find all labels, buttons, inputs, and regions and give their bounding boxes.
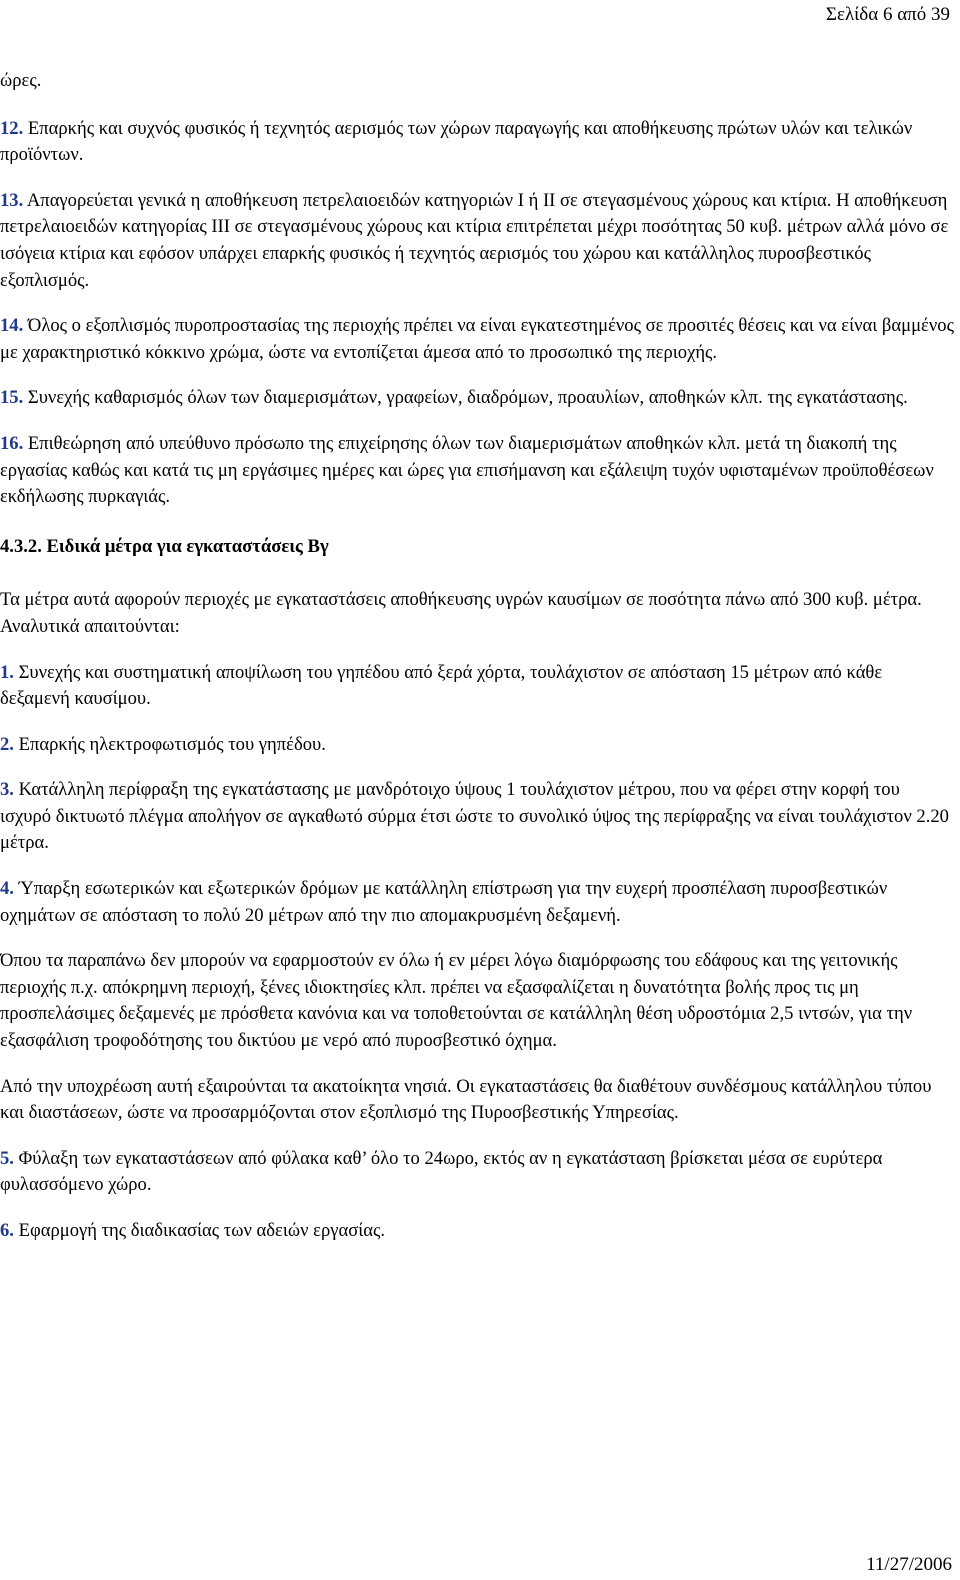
item-text: Επιθεώρηση από υπεύθυνο πρόσωπο της επιχείρησης όλων των διαμερισμάτων αποθηκών κλπ. μετά τη διακοπή της εργασίας καθώς και κατά τις μη εργάσιμες ημέρες και ώρες για επισήμανση και εξάλειψη τυχόν υφισταμένων προϋποθέσεων εκδήλωσης πυρκαγιάς. — [0, 432, 934, 508]
footer-date: 11/27/2006 — [866, 1554, 952, 1575]
list-item-1 — [0, 660, 955, 713]
item-text: Φύλαξη των εγκαταστάσεων από φύλακα καθ’ όλο το 24ωρο, εκτός αν η εγκατάσταση βρίσκεται μέσα σε ευρύτερα φυλασσόμενο χώρο. — [0, 1147, 883, 1196]
item-number: 3. — [0, 779, 14, 801]
page-number-header: Σελίδα 6 από 39 — [825, 4, 950, 25]
item-text: Απαγορεύεται γενικά η αποθήκευση πετρελαιοειδών κατηγοριών Ι ή ΙΙ σε στεγασμένους χώρους και κτίρια. Η αποθήκευση πετρελαιοειδών κατηγορίας ΙΙΙ σε στεγασμένους χώρους και κτίρια επιτρέπεται μέχρι ποσότητας 50 κυβ. μέτρων αλλά μόνο σε ισόγεια κτίρια και εφόσον υπάρχει επαρκής φυσικός ή τεχνητός αερισμός του χώρου και κατάλληλος πυροσβεστικός εξοπλισμός. — [0, 189, 949, 291]
document-body — [0, 68, 955, 1264]
item-number: 2. — [0, 733, 14, 755]
item-text: Ύπαρξη εσωτερικών και εξωτερικών δρόμων με κατάλληλη επίστρωση για την ευχερή προσπέλαση πυροσβεστικών οχημάτων σε απόσταση το πολύ 20 μέτρων από την πιο απομακρυσμένη δεξαμενή. — [0, 878, 888, 926]
section-number: 4.3.2. — [0, 535, 42, 557]
list-item-16 — [0, 431, 955, 511]
list-item-6 — [0, 1218, 955, 1245]
section-heading — [0, 534, 955, 561]
item-text: Επαρκής και συχνός φυσικός ή τεχνητός αερισμός των χώρων παραγωγής και αποθήκευσης πρώτων υλών και τελικών προϊόντων. — [0, 117, 913, 166]
item-number: 1. — [0, 661, 14, 683]
list-item-5 — [0, 1146, 955, 1199]
list-item-2 — [0, 732, 955, 759]
item-text: Συνεχής καθαρισμός όλων των διαμερισμάτων, γραφείων, διαδρόμων, προαυλίων, αποθηκών κλπ. της εγκατάστασης. — [27, 387, 908, 409]
item-number: 12. — [0, 117, 24, 139]
continuation-line: ώρες. — [0, 70, 42, 91]
list-item-15 — [0, 385, 955, 412]
item-text: Κατάλληλη περίφραξη της εγκατάστασης με μανδρότοιχο ύψους 1 τουλάχιστον μέτρου, που να φέρει στην κορφή του ισχυρό δικτυωτό πλέγμα απολήγον σε αγκαθωτό σύρμα έτσι ώστε το συνολικό ύψος της περίφραξης να είναι τουλάχιστον 2.20 μέτρα. — [0, 779, 949, 854]
list-item-12 — [0, 116, 955, 169]
item-text: Συνεχής και συστηματική αποψίλωση του γηπέδου από ξερά χόρτα, τουλάχιστον σε απόσταση 15 μέτρων από κάθε δεξαμενή καυσίμου. — [0, 661, 883, 710]
list-item-14 — [0, 313, 955, 366]
list-item-13 — [0, 188, 955, 294]
paragraph-exceptions: Όπου τα παραπάνω δεν μπορούν να εφαρμοστούν εν όλω ή εν μέρει λόγω διαμόρφωσης του εδάφους και της γειτονικής περιοχής π.χ. απόκρημνη περιοχή, ξένες ιδιοκτησίες κλπ. πρέπει να εξασφαλίζεται η δυνατότητα βολής προς τις μη προσπελάσιμες δεξαμενές με πρόσθετα κανόνια και να τοποθετούνται σε κατάλληλη θέση υδροστόμια 2,5 ιντσών, για την εξασφάλιση τροφοδότησης του δικτύου με νερό από πυροσβεστικό όχημα. — [0, 950, 913, 1052]
item-number: 15. — [0, 387, 24, 409]
paragraph-islands: Από την υποχρέωση αυτή εξαιρούνται τα ακατοίκητα νησιά. Οι εγκαταστάσεις θα διαθέτουν συνδέσμους κατάλληλου τύπου και διαστάσεων, ώστε να προσαρμόζονται στον εξοπλισμό της Πυροσβεστικής Υπηρεσίας. — [0, 1075, 932, 1124]
list-item-3 — [0, 777, 955, 857]
item-number: 13. — [0, 189, 24, 211]
item-number: 16. — [0, 432, 24, 454]
item-number: 14. — [0, 315, 24, 337]
item-text: Επαρκής ηλεκτροφωτισμός του γηπέδου. — [18, 733, 326, 755]
intro-paragraph: Τα μέτρα αυτά αφορούν περιοχές με εγκαταστάσεις αποθήκευσης υγρών καυσίμων σε ποσότητα πάνω από 300 κυβ. μέτρα. Αναλυτικά απαιτούνται: — [0, 589, 922, 637]
list-item-4 — [0, 876, 955, 929]
item-number: 4. — [0, 878, 14, 900]
item-text: Όλος ο εξοπλισμός πυροπροστασίας της περιοχής πρέπει να είναι εγκατεστημένος σε προσιτές θέσεις και να είναι βαμμένος με χαρακτηριστικό κόκκινο χρώμα, ώστε να εντοπίζεται άμεσα από το προσωπικό της περιοχής. — [0, 315, 954, 363]
item-text: Εφαρμογή της διαδικασίας των αδειών εργασίας. — [18, 1220, 385, 1241]
item-number: 5. — [0, 1147, 14, 1169]
section-title: Ειδικά μέτρα για εγκαταστάσεις Βγ — [46, 535, 329, 557]
item-number: 6. — [0, 1220, 14, 1241]
